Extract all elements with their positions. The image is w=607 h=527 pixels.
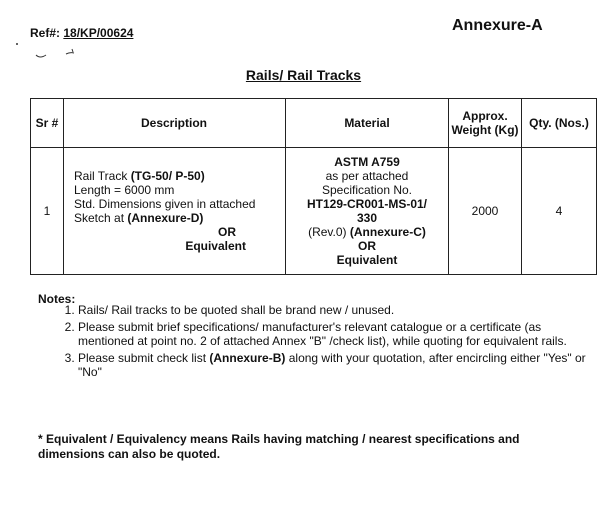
desc-or: OR	[218, 225, 236, 239]
desc-line-2: Length = 6000 mm	[74, 183, 175, 197]
desc-line-3: Std. Dimensions given in attached	[74, 197, 256, 211]
note-text: along with your quotation, after encircling either "Yes" or "No"	[78, 351, 586, 379]
equivalency-note: * Equivalent / Equivalency means Rails having matching / nearest specifications and dimensions can also be quoted.	[38, 432, 520, 461]
mat-or: OR	[358, 239, 376, 253]
header-qty: Qty. (Nos.)	[522, 99, 597, 148]
table-row	[31, 148, 597, 275]
cell-material	[286, 148, 449, 275]
cell-qty: 4	[522, 148, 597, 275]
desc-annexure: (Annexure-D)	[127, 211, 204, 225]
ref-number: 18/KP/00624	[63, 26, 134, 40]
mat-rev: (Rev.0)	[308, 225, 350, 239]
annexure-label: Annexure-A	[452, 17, 543, 34]
mat-standard: ASTM A759	[334, 155, 400, 169]
header-sr: Sr #	[31, 99, 64, 148]
desc-rail-type: (TG-50/ P-50)	[130, 169, 205, 183]
table-header-row	[31, 99, 597, 148]
desc-text: Rail Track	[74, 169, 131, 183]
note-item-1: 1. Rails/ Rail tracks to be quoted shall be brand new / unused.	[78, 303, 598, 317]
cell-sr: 1	[31, 148, 64, 275]
document-title: Rails/ Rail Tracks	[245, 67, 362, 83]
header-weight: Approx. Weight (Kg)	[449, 99, 522, 148]
desc-line-4	[74, 211, 284, 225]
header-material: Material	[286, 99, 449, 148]
note-text: Please submit check list	[78, 351, 210, 365]
mat-line-6	[287, 225, 447, 239]
mat-equivalent: Equivalent	[336, 253, 398, 267]
note-annexure: (Annexure-B)	[209, 351, 286, 365]
desc-text: Sketch at	[74, 211, 128, 225]
handwritten-mark	[14, 36, 84, 66]
mat-spec-number: HT129-CR001-MS-01/	[306, 197, 428, 211]
cell-weight: 2000	[449, 148, 522, 275]
desc-equivalent: Equivalent	[185, 239, 246, 253]
mat-annexure: (Annexure-C)	[349, 225, 426, 239]
cell-description	[64, 148, 286, 275]
items-table	[30, 98, 597, 275]
notes-heading: Notes:	[38, 292, 76, 306]
note-item-3	[78, 351, 598, 379]
ref-label: Ref#:	[30, 26, 61, 40]
mat-spec-number-cont: 330	[356, 211, 378, 225]
header-description: Description	[64, 99, 286, 148]
mat-line-2: as per attached	[325, 169, 409, 183]
notes-list	[58, 300, 598, 379]
desc-line-1	[74, 169, 284, 183]
mat-line-3: Specification No.	[321, 183, 413, 197]
note-item-2: 2. Please submit brief specifications/ manufacturer's relevant catalogue or a certificate (as mentioned at point no. 2 of attached Annex "B" /check list), while quoting for equivalent rails.	[78, 320, 598, 348]
